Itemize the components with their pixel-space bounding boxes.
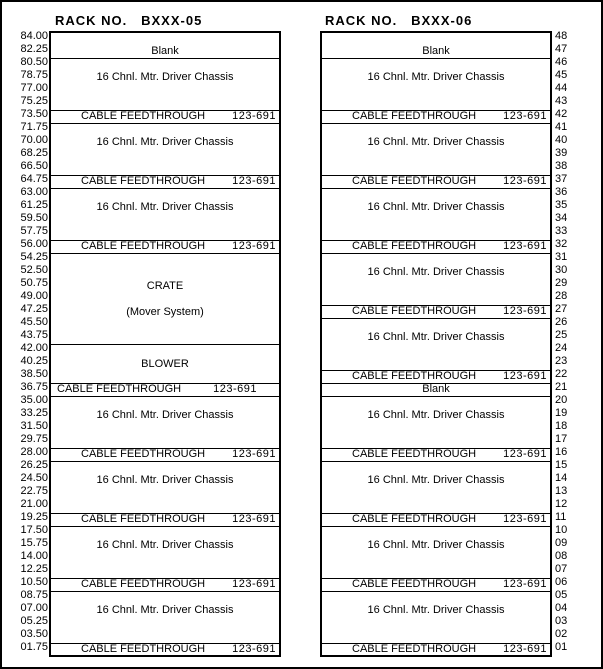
scale-tick: 03 — [555, 615, 568, 627]
rack-slot-blank — [322, 384, 550, 397]
scale-tick: 29 — [555, 277, 568, 289]
scale-tick: 84.00 — [20, 30, 48, 42]
rack-slot-chassis — [51, 189, 279, 241]
slot-label: CABLE FEEDTHROUGH — [352, 513, 477, 525]
part-number: 123-691 — [232, 240, 276, 252]
scale-tick: 43.75 — [20, 329, 48, 341]
scale-tick: 28 — [555, 290, 568, 302]
scale-tick: 42 — [555, 108, 568, 120]
scale-tick: 22.75 — [20, 485, 48, 497]
slot-label: 16 Chnl. Mtr. Driver Chassis — [96, 71, 234, 83]
part-number: 123-691 — [503, 578, 547, 590]
rack-slot-blower — [51, 345, 279, 384]
scale-tick: 12 — [555, 498, 568, 510]
scale-tick: 26.25 — [20, 459, 48, 471]
part-number: 123-691 — [232, 110, 276, 122]
scale-tick: 37 — [555, 173, 568, 185]
slot-label: CABLE FEEDTHROUGH — [81, 110, 206, 122]
rack-slot-cft — [51, 644, 279, 657]
scale-tick: 15 — [555, 459, 568, 471]
scale-tick: 01 — [555, 641, 568, 653]
rack-slot-cft — [322, 306, 550, 319]
slot-label: 16 Chnl. Mtr. Driver Chassis — [367, 474, 505, 486]
scale-tick: 31.50 — [20, 420, 48, 432]
part-number: 123-691 — [503, 175, 547, 187]
scale-tick: 23 — [555, 355, 568, 367]
rack-slot-cft — [51, 176, 279, 189]
part-number: 123-691 — [232, 643, 276, 655]
rack-slot-cft — [322, 449, 550, 462]
scale-tick: 01.75 — [20, 641, 48, 653]
rack-slot-crate — [51, 254, 279, 345]
rack-slot-cft — [51, 514, 279, 527]
rack-slot-chassis — [322, 59, 550, 111]
scale-tick: 35 — [555, 199, 568, 211]
part-number: 123-691 — [503, 448, 547, 460]
scale-tick: 28.00 — [20, 446, 48, 458]
scale-tick: 26 — [555, 316, 568, 328]
slot-label: 16 Chnl. Mtr. Driver Chassis — [96, 409, 234, 421]
scale-tick: 77.00 — [20, 82, 48, 94]
scale-tick: 32 — [555, 238, 568, 250]
scale-tick: 70.00 — [20, 134, 48, 146]
scale-tick: 24.50 — [20, 472, 48, 484]
scale-tick: 54.25 — [20, 251, 48, 263]
part-number: 123-691 — [232, 175, 276, 187]
rack-slot-chassis — [322, 189, 550, 241]
rack-slot-blank — [322, 33, 550, 59]
slot-label: 16 Chnl. Mtr. Driver Chassis — [367, 71, 505, 83]
scale-tick: 66.50 — [20, 160, 48, 172]
scale-tick: 27 — [555, 303, 568, 315]
slot-label: CABLE FEEDTHROUGH — [352, 240, 477, 252]
scale-tick: 25 — [555, 329, 568, 341]
slot-label: Blank — [422, 383, 450, 395]
rack-bxxx-06 — [320, 31, 552, 657]
slot-label: CABLE FEEDTHROUGH — [81, 643, 206, 655]
slot-label: CABLE FEEDTHROUGH — [81, 175, 206, 187]
rack-slot-chassis — [51, 59, 279, 111]
rack-slot-chassis — [51, 592, 279, 644]
scale-tick: 49.00 — [20, 290, 48, 302]
scale-tick: 45.50 — [20, 316, 48, 328]
slot-label: CABLE FEEDTHROUGH — [352, 370, 477, 382]
scale-tick: 38 — [555, 160, 568, 172]
rack-slot-chassis — [322, 592, 550, 644]
scale-tick: 29.75 — [20, 433, 48, 445]
scale-tick: 34 — [555, 212, 568, 224]
scale-tick: 78.75 — [20, 69, 48, 81]
slot-label: 16 Chnl. Mtr. Driver Chassis — [367, 266, 505, 278]
scale-tick: 35.00 — [20, 394, 48, 406]
part-number: 123-691 — [503, 305, 547, 317]
scale-tick: 46 — [555, 56, 568, 68]
scale-tick: 07.00 — [20, 602, 48, 614]
part-number: 123-691 — [503, 110, 547, 122]
scale-tick: 10 — [555, 524, 568, 536]
part-number: 123-691 — [503, 370, 547, 382]
scale-tick: 31 — [555, 251, 568, 263]
slot-label: CABLE FEEDTHROUGH — [352, 305, 477, 317]
scale-tick: 63.00 — [20, 186, 48, 198]
scale-tick: 36 — [555, 186, 568, 198]
slot-label: 16 Chnl. Mtr. Driver Chassis — [96, 539, 234, 551]
scale-tick: 41 — [555, 121, 568, 133]
part-number: 123-691 — [503, 513, 547, 525]
scale-tick: 17.50 — [20, 524, 48, 536]
scale-tick: 39 — [555, 147, 568, 159]
rack-slot-chassis — [322, 124, 550, 176]
scale-tick: 42.00 — [20, 342, 48, 354]
scale-tick: 56.00 — [20, 238, 48, 250]
rack-slot-cft — [322, 111, 550, 124]
scale-tick: 13 — [555, 485, 568, 497]
scale-tick: 48 — [555, 30, 568, 42]
scale-tick: 05.25 — [20, 615, 48, 627]
scale-tick: 06 — [555, 576, 568, 588]
scale-tick: 80.50 — [20, 56, 48, 68]
slot-label: Blank — [422, 45, 450, 57]
rack-title-bxxx-06: RACK NO. BXXX-06 — [325, 13, 473, 28]
scale-tick: 20 — [555, 394, 568, 406]
rack-slot-chassis — [51, 462, 279, 514]
scale-tick: 52.50 — [20, 264, 48, 276]
slot-label: 16 Chnl. Mtr. Driver Chassis — [96, 201, 234, 213]
rack-slot-chassis — [322, 527, 550, 579]
slot-label: CABLE FEEDTHROUGH — [57, 383, 182, 395]
scale-tick: 11 — [555, 511, 567, 523]
part-number: 123-691 — [232, 448, 276, 460]
scale-tick: 16 — [555, 446, 568, 458]
scale-tick: 61.25 — [20, 199, 48, 211]
slot-label: Blank — [151, 45, 179, 57]
scale-tick: 36.75 — [20, 381, 48, 393]
scale-tick: 75.25 — [20, 95, 48, 107]
scale-tick: 07 — [555, 563, 568, 575]
scale-tick: 59.50 — [20, 212, 48, 224]
rack-bxxx-05 — [49, 31, 281, 657]
scale-tick: 17 — [555, 433, 568, 445]
scale-tick: 50.75 — [20, 277, 48, 289]
scale-tick: 14 — [555, 472, 568, 484]
rack-slot-cft — [51, 241, 279, 254]
slot-label: CABLE FEEDTHROUGH — [352, 110, 477, 122]
scale-tick: 71.75 — [20, 121, 48, 133]
rack-slot-cft — [322, 176, 550, 189]
slot-label: 16 Chnl. Mtr. Driver Chassis — [367, 136, 505, 148]
scale-tick: 21.00 — [20, 498, 48, 510]
scale-tick: 47 — [555, 43, 568, 55]
scale-tick: 08 — [555, 550, 568, 562]
scale-tick: 82.25 — [20, 43, 48, 55]
part-number: 123-691 — [232, 513, 276, 525]
scale-tick: 33 — [555, 225, 568, 237]
scale-tick: 19.25 — [20, 511, 48, 523]
rack-slot-blank — [51, 33, 279, 59]
scale-tick: 09 — [555, 537, 568, 549]
scale-tick: 73.50 — [20, 108, 48, 120]
slot-label: 16 Chnl. Mtr. Driver Chassis — [367, 409, 505, 421]
slot-label: CABLE FEEDTHROUGH — [352, 448, 477, 460]
slot-label: 16 Chnl. Mtr. Driver Chassis — [367, 604, 505, 616]
rack-slot-cft — [51, 579, 279, 592]
scale-tick: 64.75 — [20, 173, 48, 185]
rack-slot-chassis — [51, 124, 279, 176]
slot-label: 16 Chnl. Mtr. Driver Chassis — [367, 201, 505, 213]
scale-tick: 45 — [555, 69, 568, 81]
rack-slot-chassis — [322, 254, 550, 306]
rack-slot-cft — [51, 111, 279, 124]
slot-label: 16 Chnl. Mtr. Driver Chassis — [96, 136, 234, 148]
part-number: 123-691 — [232, 578, 276, 590]
slot-label: 16 Chnl. Mtr. Driver Chassis — [96, 604, 234, 616]
scale-tick: 18 — [555, 420, 568, 432]
slot-label: CABLE FEEDTHROUGH — [352, 175, 477, 187]
scale-tick: 43 — [555, 95, 568, 107]
scale-tick: 14.00 — [20, 550, 48, 562]
slot-label: BLOWER — [141, 358, 189, 370]
scale-tick: 22 — [555, 368, 568, 380]
slot-sublabel: (Mover System) — [126, 306, 204, 318]
part-number: 123-691 — [503, 240, 547, 252]
scale-tick: 40 — [555, 134, 568, 146]
scale-tick: 10.50 — [20, 576, 48, 588]
scale-tick: 24 — [555, 342, 568, 354]
rack-slot-cft — [51, 384, 279, 397]
scale-tick: 47.25 — [20, 303, 48, 315]
scale-tick: 15.75 — [20, 537, 48, 549]
slot-label: CABLE FEEDTHROUGH — [81, 448, 206, 460]
scale-tick: 03.50 — [20, 628, 48, 640]
scale-tick: 30 — [555, 264, 568, 276]
rack-slot-cft — [322, 644, 550, 657]
scale-tick: 04 — [555, 602, 568, 614]
slot-label: CABLE FEEDTHROUGH — [352, 578, 477, 590]
rack-slot-chassis — [322, 319, 550, 371]
slot-label: CABLE FEEDTHROUGH — [81, 240, 206, 252]
rack-slot-cft — [322, 514, 550, 527]
slot-label: CABLE FEEDTHROUGH — [81, 513, 206, 525]
scale-tick: 57.75 — [20, 225, 48, 237]
slot-label: CABLE FEEDTHROUGH — [81, 578, 206, 590]
scale-tick: 08.75 — [20, 589, 48, 601]
scale-tick: 33.25 — [20, 407, 48, 419]
rack-slot-chassis — [51, 397, 279, 449]
slot-label: 16 Chnl. Mtr. Driver Chassis — [367, 331, 505, 343]
rack-title-bxxx-05: RACK NO. BXXX-05 — [55, 13, 203, 28]
slot-label: 16 Chnl. Mtr. Driver Chassis — [96, 474, 234, 486]
scale-tick: 05 — [555, 589, 568, 601]
rack-slot-chassis — [51, 527, 279, 579]
scale-tick: 38.50 — [20, 368, 48, 380]
rack-slot-chassis — [322, 397, 550, 449]
scale-tick: 40.25 — [20, 355, 48, 367]
rack-slot-chassis — [322, 462, 550, 514]
scale-tick: 19 — [555, 407, 568, 419]
part-number: 123-691 — [503, 643, 547, 655]
scale-tick: 44 — [555, 82, 568, 94]
rack-slot-cft — [322, 241, 550, 254]
slot-label: 16 Chnl. Mtr. Driver Chassis — [367, 539, 505, 551]
slot-label: CABLE FEEDTHROUGH — [352, 643, 477, 655]
scale-tick: 68.25 — [20, 147, 48, 159]
part-number: 123-691 — [213, 383, 257, 395]
scale-tick: 02 — [555, 628, 568, 640]
slot-label: CRATE — [146, 280, 184, 292]
scale-tick: 21 — [555, 381, 568, 393]
rack-slot-cft — [51, 449, 279, 462]
rack-slot-cft — [322, 579, 550, 592]
scale-tick: 12.25 — [20, 563, 48, 575]
